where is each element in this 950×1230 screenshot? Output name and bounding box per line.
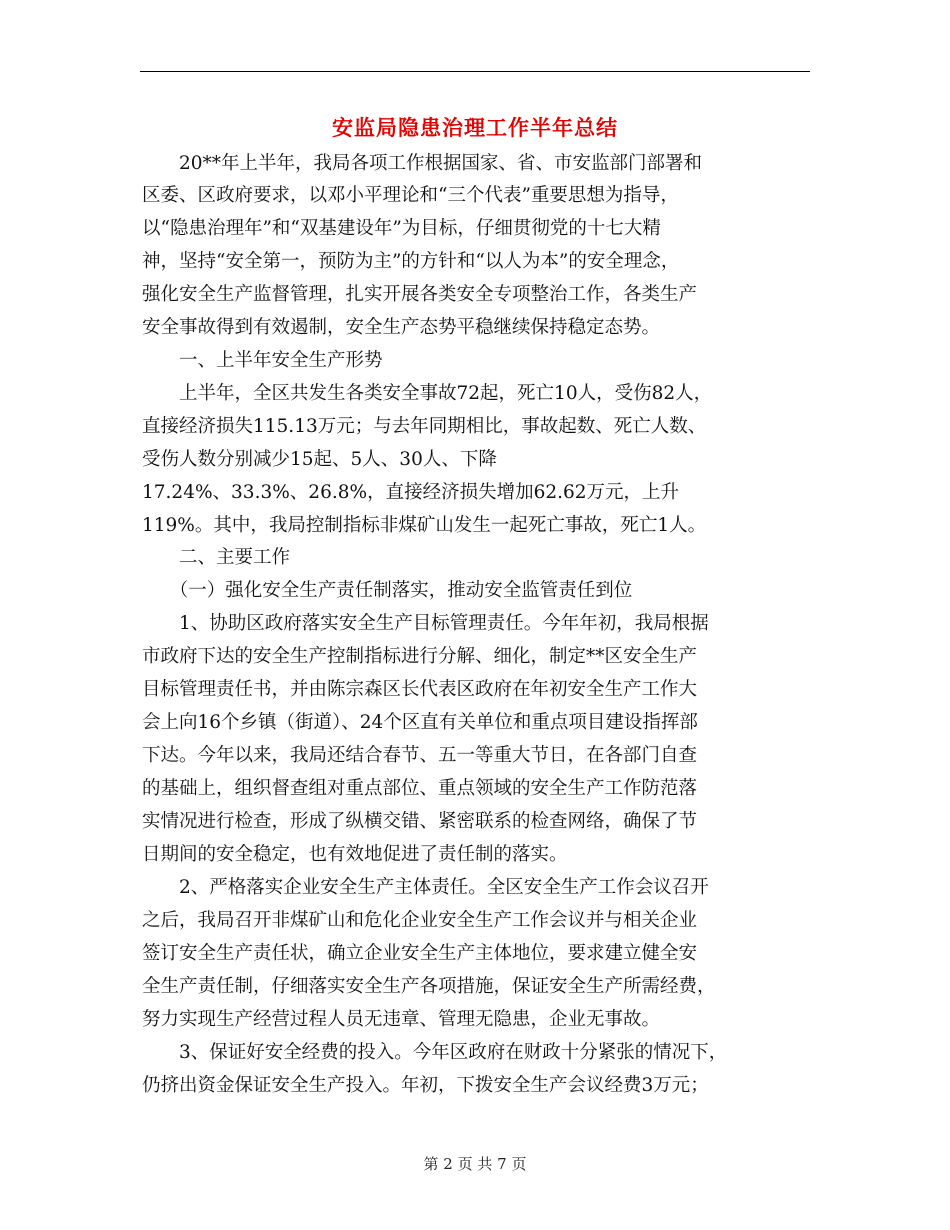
- body-line: 日期间的安全稳定，也有效地促进了责任制的落实。: [142, 844, 568, 865]
- body-line: 签订安全生产责任状，确立企业安全生产主体地位，要求建立健全安: [142, 943, 698, 964]
- body-line: 努力实现生产经营过程人员无违章、管理无隐患，企业无事故。: [142, 1009, 661, 1030]
- body-line: 目标管理责任书，并由陈宗森区长代表区政府在年初安全生产工作大: [142, 679, 698, 700]
- section-heading: 一、上半年安全生产形势: [142, 350, 383, 371]
- body-line: 3、保证好安全经费的投入。今年区政府在财政十分紧张的情况下，: [142, 1042, 728, 1063]
- body-line: 全生产责任制，仔细落实安全生产各项措施，保证安全生产所需经费，: [142, 976, 716, 997]
- body-line: 下达。今年以来，我局还结合春节、五一等重大节日，在各部门自查: [142, 745, 698, 766]
- body-line: 强化安全生产监督管理，扎实开展各类安全专项整治工作，各类生产: [142, 284, 698, 305]
- body-line: 受伤人数分别减少15起、5人、30人、下降: [142, 449, 497, 470]
- body-line: 市政府下达的安全生产控制指标进行分解、细化，制定**区安全生产: [142, 646, 698, 667]
- body-line: 仍挤出资金保证安全生产投入。年初，下拨安全生产会议经费3万元；: [142, 1075, 709, 1096]
- body-line: 119%。其中，我局控制指标非煤矿山发生一起死亡事故，死亡1人。: [142, 515, 707, 536]
- body-line: 之后，我局召开非煤矿山和危化企业安全生产工作会议并与相关企业: [142, 910, 698, 931]
- body-line: 1、协助区政府落实安全生产目标管理责任。今年年初，我局根据: [142, 613, 709, 634]
- body-line: 的基础上，组织督查组对重点部位、重点领域的安全生产工作防范落: [142, 778, 698, 799]
- body-line: 神，坚持“安全第一，预防为主”的方针和“以人为本”的安全理念，: [142, 251, 680, 272]
- page-number: 第 2 页 共 7 页: [423, 1155, 527, 1173]
- document-title: 安监局隐患治理工作半年总结: [332, 115, 618, 140]
- body-line: 安全事故得到有效遏制，安全生产态势平稳继续保持稳定态势。: [142, 317, 661, 338]
- body-line: 区委、区政府要求，以邓小平理论和“三个代表”重要思想为指导，: [142, 185, 679, 206]
- section-heading: 二、主要工作: [142, 547, 291, 568]
- body-line: 会上向16个乡镇（街道）、24个区直有关单位和重点项目建设指挥部: [142, 712, 698, 733]
- body-line: 2、严格落实企业安全生产主体责任。全区安全生产工作会议召开: [142, 877, 709, 898]
- body-line: 20**年上半年，我局各项工作根据国家、省、市安监部门部署和: [142, 153, 703, 174]
- body-line: 实情况进行检查，形成了纵横交错、紧密联系的检查网络，确保了节: [142, 811, 698, 832]
- body-line: 上半年，全区共发生各类安全事故72起，死亡10人，受伤82人，: [142, 383, 713, 404]
- body-line: 17.24%、33.3%、26.8%，直接经济损失增加62.62万元，上升: [142, 482, 680, 503]
- body-line: 以“隐患治理年”和“双基建设年”为目标，仔细贯彻党的十七大精: [142, 218, 661, 239]
- subsection-heading: （一）强化安全生产责任制落实，推动安全监管责任到位: [142, 580, 633, 601]
- header-rule: [140, 71, 810, 72]
- body-line: 直接经济损失115.13万元；与去年同期相比，事故起数、死亡人数、: [142, 416, 707, 437]
